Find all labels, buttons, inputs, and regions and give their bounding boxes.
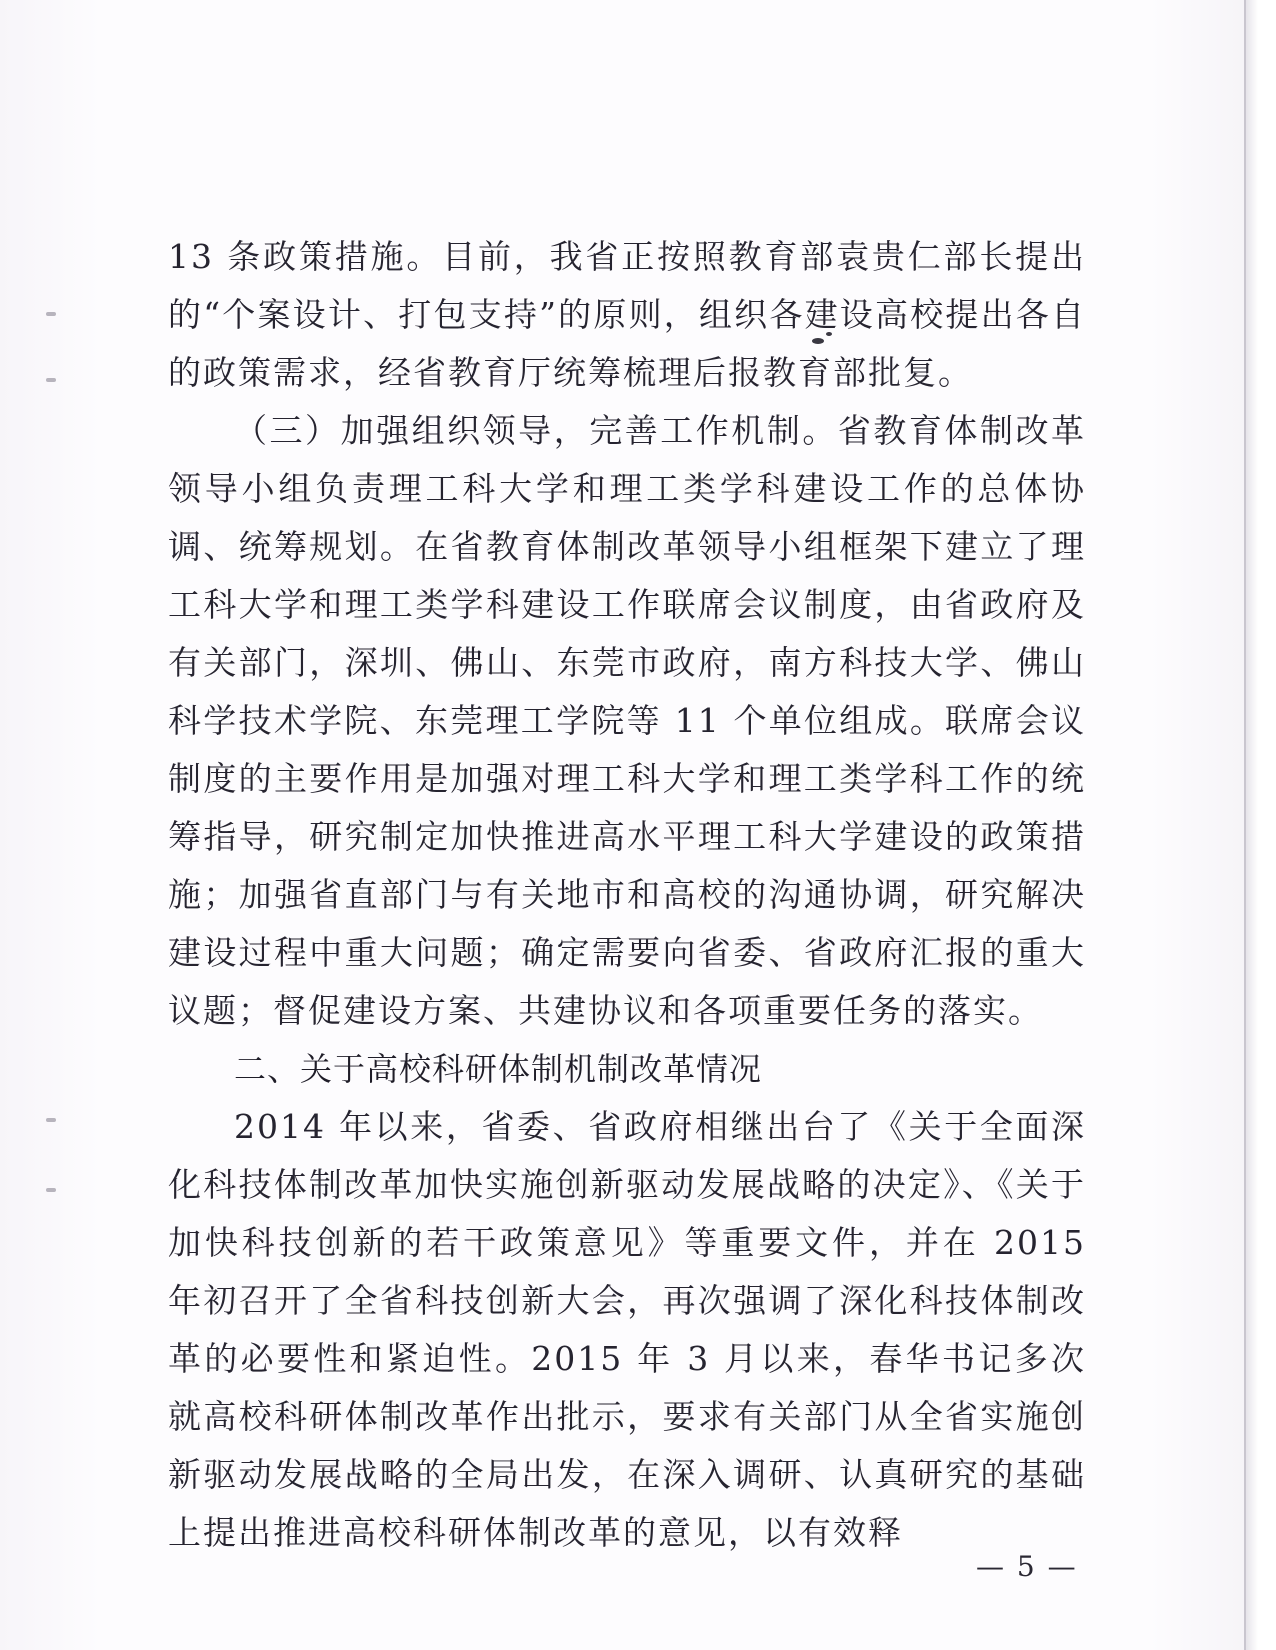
- document-body: [168, 228, 1086, 1562]
- scan-mark: [46, 1118, 56, 1122]
- paragraph-research-reform: 2014 年以来，省委、省政府相继出台了《关于全面深化科技体制改革加快实施创新驱动发展战略的决定》、《关于加快科技创新的若干政策意见》等重要文件，并在 2015 年初召开了全省科技创新大会，再次强调了深化科技体制改革的必要性和紧迫性。2015 年 3 月以来，春华书记多次就高校科研体制改革作出批示，要求有关部门从全省实施创新驱动发展战略的全局出发，在深入调研、认真研究的基础上提出推进高校科研体制改革的意见，以有效释: [168, 1107, 1086, 1552]
- scan-mark: [46, 312, 56, 316]
- scan-mark: [46, 378, 56, 382]
- paragraph-policy-measures: 13 条政策措施。目前，我省正按照教育部袁贵仁部长提出的“个案设计、打包支持”的原则，组织各建设高校提出各自的政策需求，经省教育厅统筹梳理后报教育部批复。: [168, 237, 1086, 392]
- page-edge: [1246, 0, 1276, 1650]
- section-heading: 二、关于高校科研体制机制改革情况: [234, 1050, 763, 1088]
- scan-mark: [46, 1188, 56, 1192]
- page-number: — 5 —: [976, 1550, 1078, 1583]
- paragraph-organization-leadership: （三）加强组织领导，完善工作机制。省教育体制改革领导小组负责理工科大学和理工类学科建设工作的总体协调、统筹规划。在省教育体制改革领导小组框架下建立了理工科大学和理工类学科建设工作联席会议制度，由省政府及有关部门，深圳、佛山、东莞市政府，南方科技大学、佛山科学技术学院、东莞理工学院等 11 个单位组成。联席会议制度的主要作用是加强对理工科大学和理工类学科工作的统筹指导，研究制定加快推进高水平理工科大学建设的政策措施；加强省直部门与有关地市和高校的沟通协调，研究解决建设过程中重大问题；确定需要向省委、省政府汇报的重大议题；督促建设方案、共建协议和各项重要任务的落实。: [168, 411, 1086, 1030]
